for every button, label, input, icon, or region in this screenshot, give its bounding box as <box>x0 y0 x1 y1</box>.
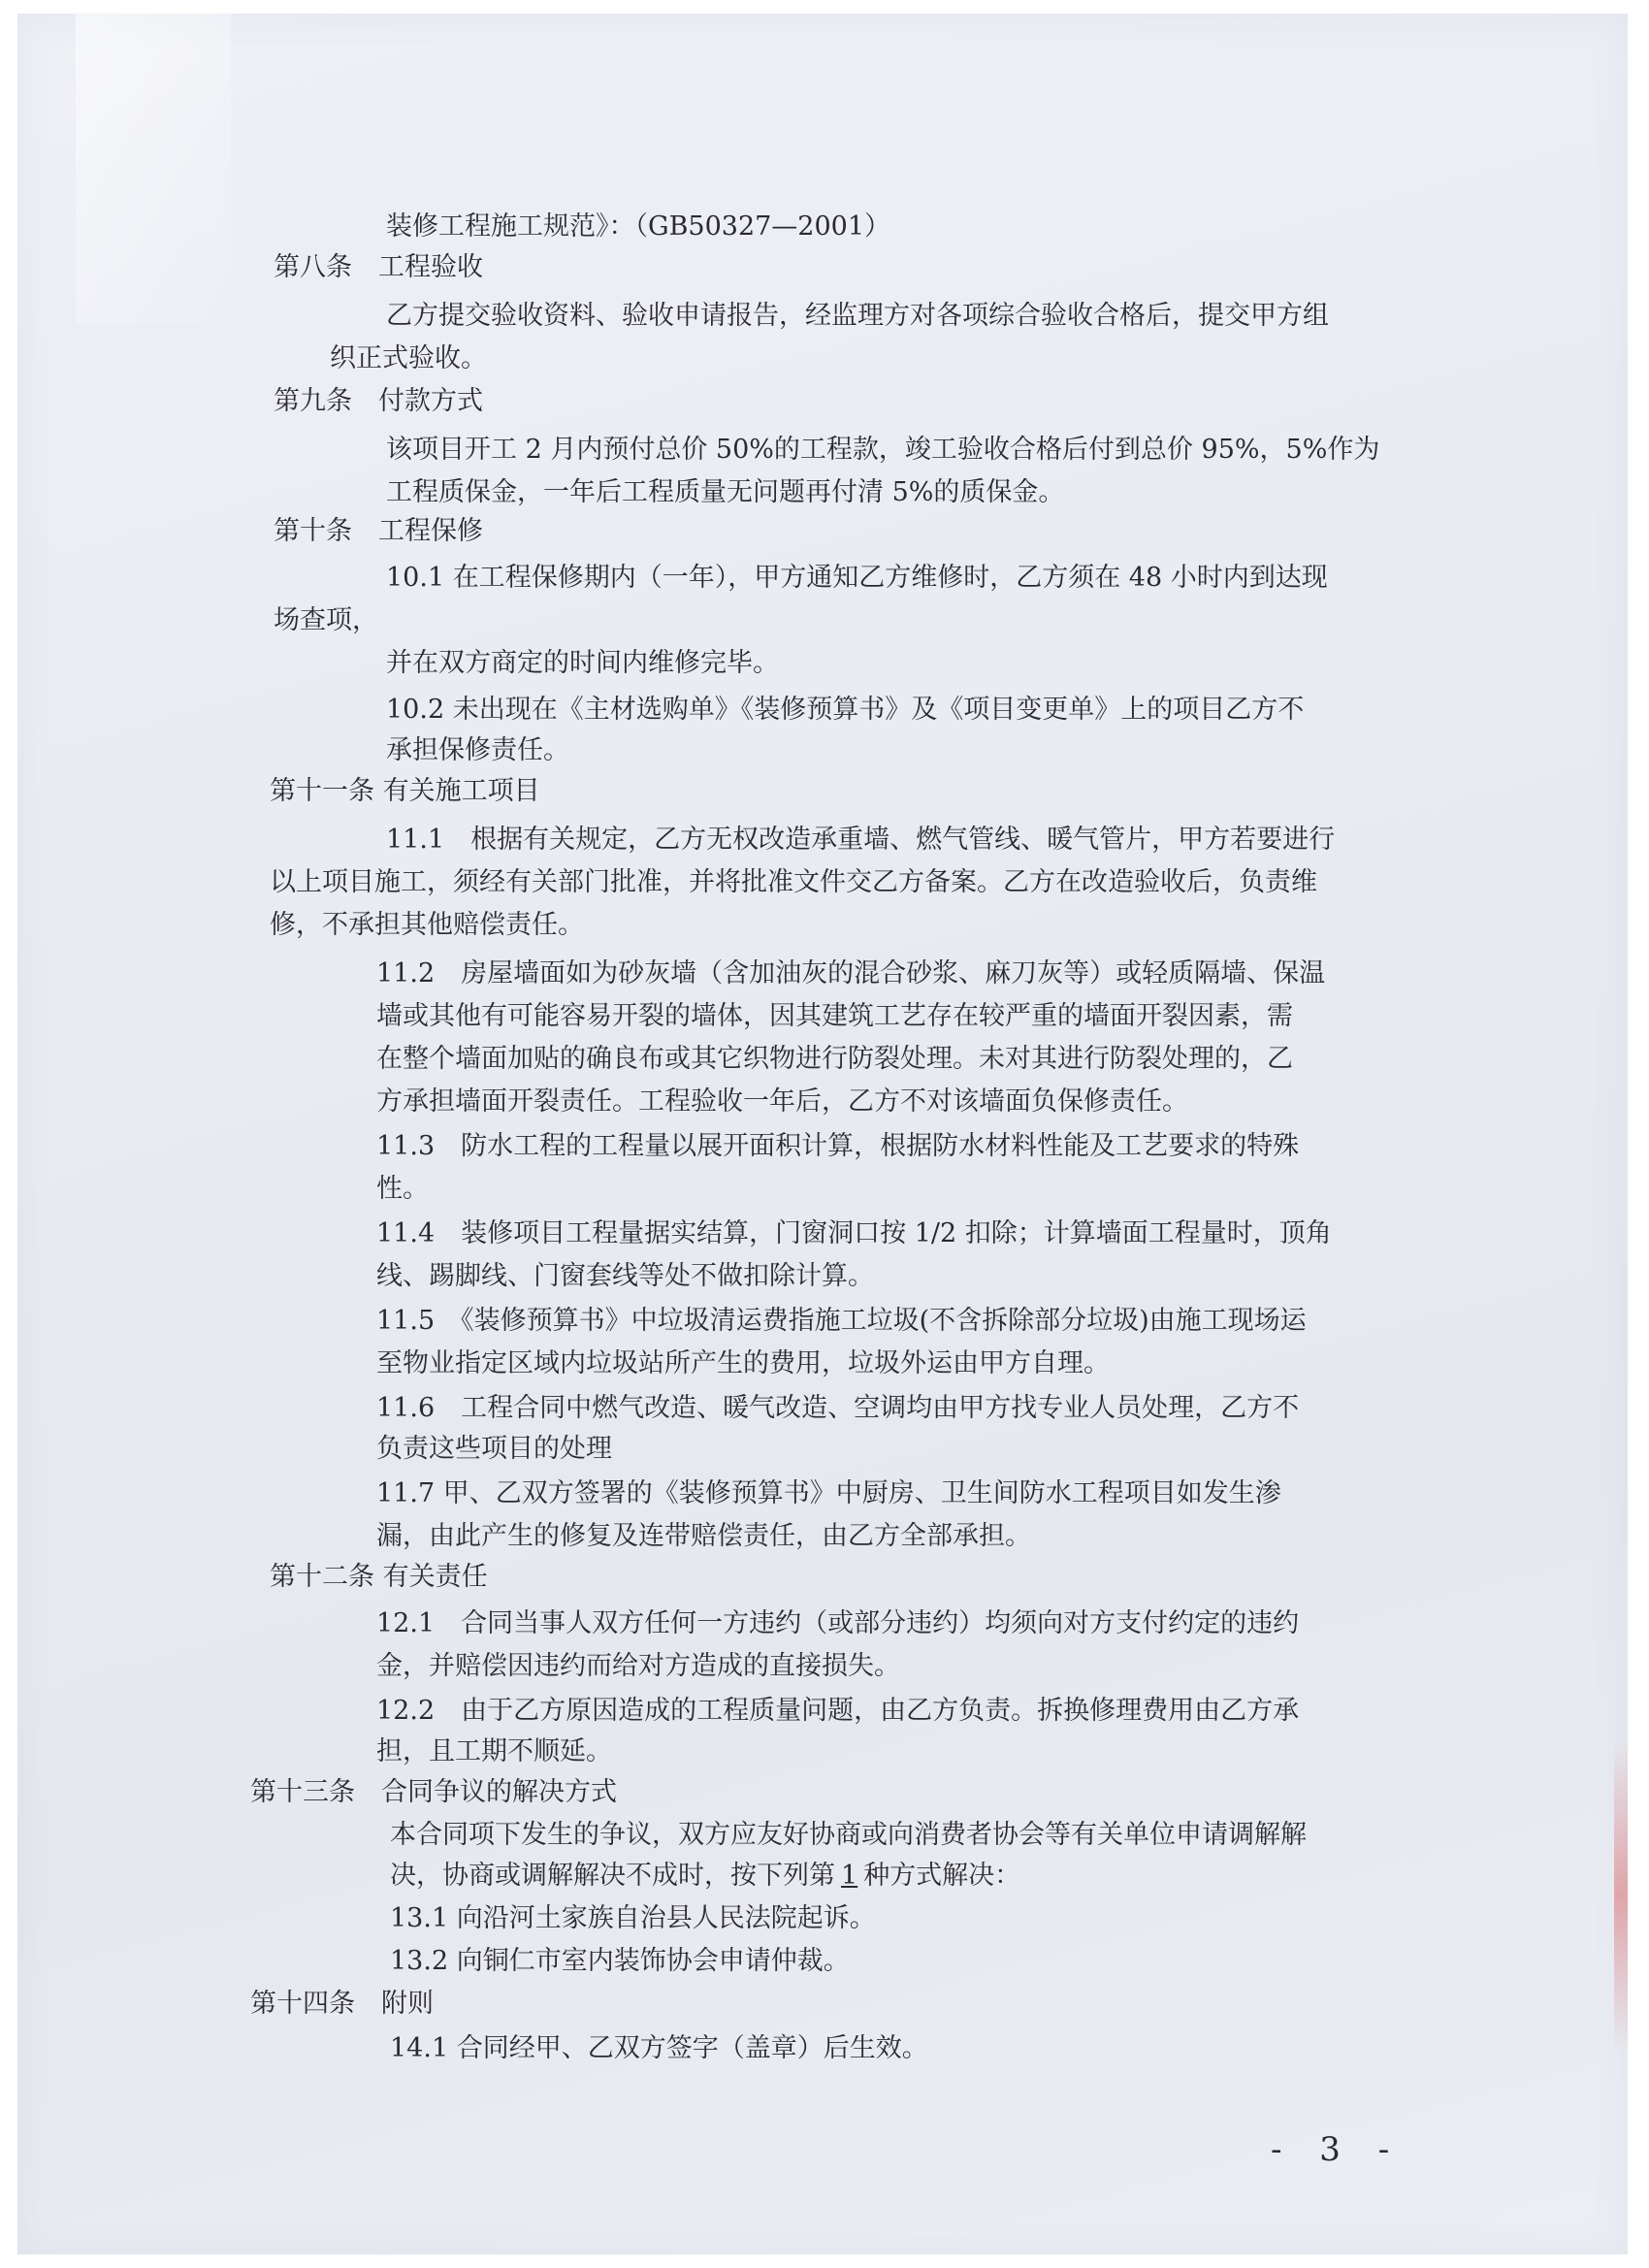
clause-11-2-line: 方承担墙面开裂责任。工程验收一年后，乙方不对该墙面负保修责任。 <box>376 1086 1188 1117</box>
dispute-method-choice: 1 <box>841 1861 858 1891</box>
spec-reference-line: 装修工程施工规范》：（GB50327—2001） <box>386 211 891 242</box>
article-14-heading: 第十四条 附则 <box>250 1989 434 2019</box>
clause-11-5-line: 11.5 《装修预算书》中垃圾清运费指施工垃圾(不含拆除部分垃圾)由施工现场运 <box>376 1306 1307 1336</box>
clause-14-1-line: 14.1 合同经甲、乙双方签字（盖章）后生效。 <box>390 2033 928 2063</box>
clause-11-2-line: 在整个墙面加贴的确良布或其它织物进行防裂处理。未对其进行防裂处理的，乙 <box>376 1044 1293 1074</box>
clause-11-1-line: 修，不承担其他赔偿责任。 <box>270 910 584 940</box>
clause-12-1-line: 12.1 合同当事人双方任何一方违约（或部分违约）均须向对方支付约定的违约 <box>376 1608 1300 1638</box>
article-8-heading: 第八条 工程验收 <box>274 252 483 282</box>
article-9-text-line: 工程质保金，一年后工程质量无问题再付清 5%的质保金。 <box>386 477 1065 507</box>
clause-12-2-line: 12.2 由于乙方原因造成的工程质量问题，由乙方负责。拆换修理费用由乙方承 <box>376 1696 1300 1726</box>
clause-12-2-line: 担，且工期不顺延。 <box>376 1736 612 1766</box>
clause-11-6-line: 11.6 工程合同中燃气改造、暖气改造、空调均由甲方找专业人员处理，乙方不 <box>376 1393 1300 1423</box>
article-9-heading: 第九条 付款方式 <box>274 386 483 416</box>
article-12-heading: 第十二条 有关责任 <box>270 1562 488 1592</box>
clause-10-1-line: 10.1 在工程保修期内（一年），甲方通知乙方维修时，乙方须在 48 小时内到达现 <box>386 563 1328 593</box>
clause-11-2-line: 墙或其他有可能容易开裂的墙体，因其建筑工艺存在较严重的墙面开裂因素，需 <box>376 1001 1293 1031</box>
clause-11-4-line: 线、踢脚线、门窗套线等处不做扣除计算。 <box>376 1261 874 1291</box>
clause-11-5-line: 至物业指定区域内垃圾站所产生的费用，垃圾外运由甲方自理。 <box>376 1348 1110 1378</box>
clause-10-1-line: 并在双方商定的时间内维修完毕。 <box>386 648 779 678</box>
clause-11-1-line: 11.1 根据有关规定，乙方无权改造承重墙、燃气管线、暖气管片，甲方若要进行 <box>386 825 1336 855</box>
clause-11-4-line: 11.4 装修项目工程量据实结算，门窗洞口按 1/2 扣除；计算墙面工程量时，顶角 <box>376 1218 1332 1248</box>
clause-11-6-line: 负责这些项目的处理 <box>376 1434 612 1464</box>
clause-11-3-line: 11.3 防水工程的工程量以展开面积计算，根据防水材料性能及工艺要求的特殊 <box>376 1131 1300 1161</box>
clause-10-2-line: 10.2 未出现在《主材选购单》《装修预算书》及《项目变更单》上的项目乙方不 <box>386 695 1305 725</box>
article-13-text-line: 本合同项下发生的争议，双方应友好协商或向消费者协会等有关单位申请调解解 <box>390 1820 1307 1850</box>
clause-11-7-line: 漏，由此产生的修复及连带赔偿责任，由乙方全部承担。 <box>376 1521 1031 1551</box>
article-13-heading: 第十三条 合同争议的解决方式 <box>250 1777 617 1807</box>
dispute-method-suffix: 种方式解决： <box>863 1861 1021 1891</box>
article-8-text-line: 乙方提交验收资料、验收申请报告，经监理方对各项综合验收合格后，提交甲方组 <box>386 301 1329 331</box>
clause-10-2-line: 承担保修责任。 <box>386 735 569 765</box>
article-8-text-line: 织正式验收。 <box>330 343 487 373</box>
clause-11-7-line: 11.7 甲、乙双方签署的《装修预算书》中厨房、卫生间防水工程项目如发生渗 <box>376 1478 1281 1508</box>
dispute-method-prefix: 决，协商或调解解决不成时，按下列第 <box>390 1861 835 1891</box>
clause-13-1-line: 13.1 向沿河土家族自治县人民法院起诉。 <box>390 1903 876 1933</box>
article-9-text-line: 该项目开工 2 月内预付总价 50%的工程款，竣工验收合格后付到总价 95%，5%作为 <box>386 435 1380 465</box>
clause-11-3-line: 性。 <box>376 1174 429 1204</box>
dispute-method-line <box>390 1857 1020 1895</box>
clause-13-2-line: 13.2 向铜仁市室内装饰协会申请仲裁。 <box>390 1946 850 1976</box>
clause-11-1-line: 以上项目施工，须经有关部门批准，并将批准文件交乙方备案。乙方在改造验收后，负责维 <box>270 867 1317 897</box>
clause-10-1-line: 场查项， <box>274 605 378 635</box>
clause-11-2-line: 11.2 房屋墙面如为砂灰墙（含加油灰的混合砂浆、麻刀灰等）或轻质隔墙、保温 <box>376 958 1326 988</box>
page-number: - 3 - <box>1271 2130 1404 2169</box>
article-10-heading: 第十条 工程保修 <box>274 516 483 546</box>
clause-12-1-line: 金，并赔偿因违约而给对方造成的直接损失。 <box>376 1651 900 1681</box>
article-11-heading: 第十一条 有关施工项目 <box>270 776 540 806</box>
